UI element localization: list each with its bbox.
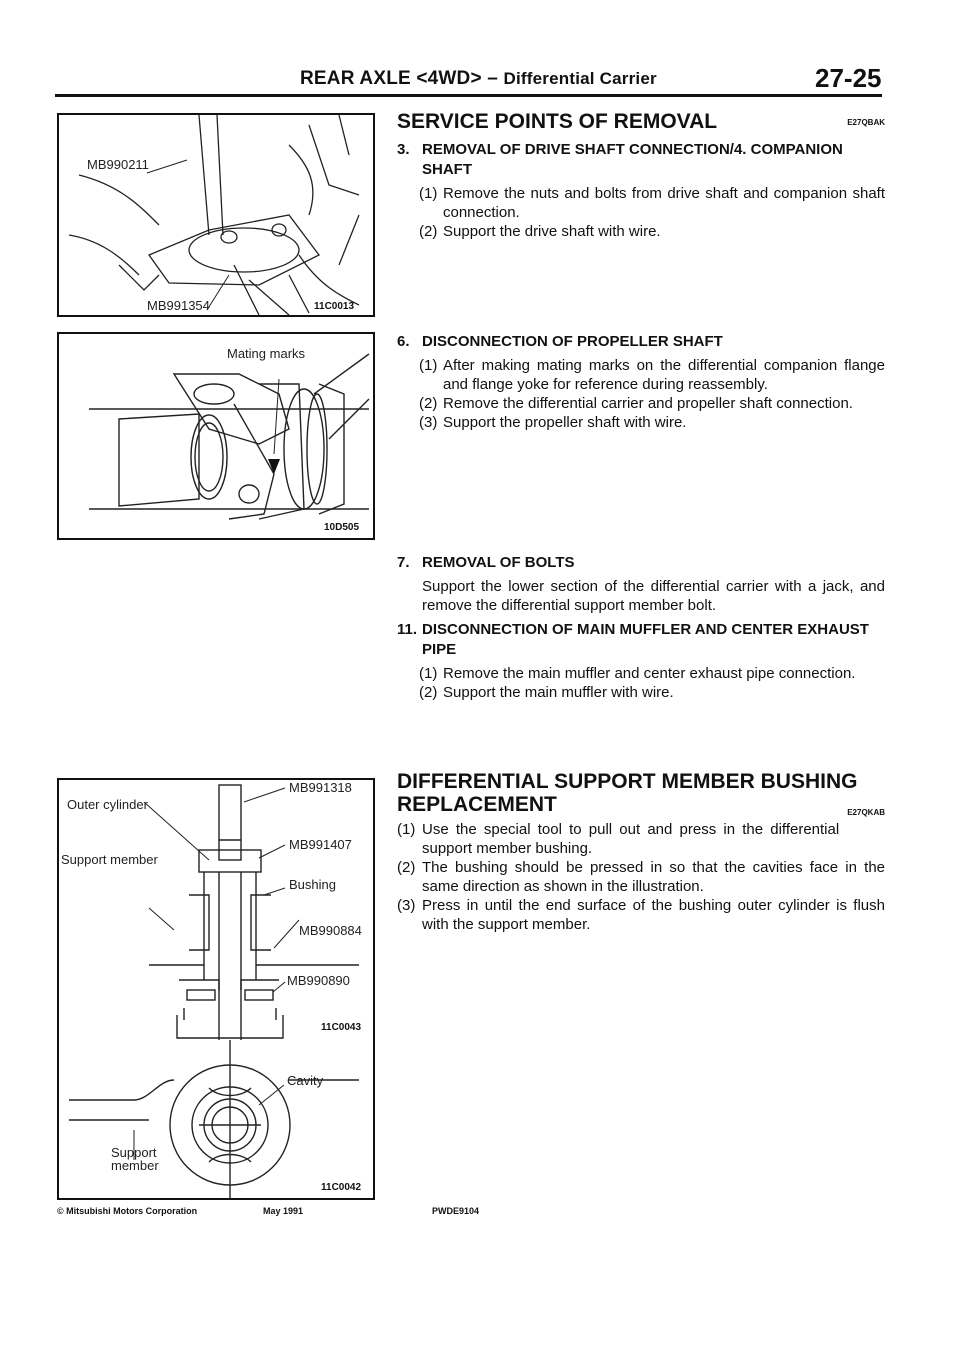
page-number: 27-25 — [815, 63, 882, 93]
figure-code: 10D505 — [324, 522, 360, 533]
item-title: DISCONNECTION OF PROPELLER SHAFT — [422, 333, 723, 350]
step-number: (2) — [419, 395, 438, 412]
item-6-heading — [397, 332, 885, 352]
step — [397, 683, 885, 702]
item-6-steps — [397, 356, 885, 432]
step-number: (3) — [419, 414, 438, 431]
page-header — [0, 0, 960, 100]
title-dash: – — [487, 68, 499, 89]
step — [397, 394, 885, 413]
step-text: Support the propeller shaft with wire. — [443, 414, 687, 431]
step-number: (1) — [419, 665, 438, 682]
step-number: (2) — [397, 859, 416, 876]
heading-text: SERVICE POINTS OF REMOVAL — [397, 110, 718, 133]
step-text: Press in until the end surface of the bushing outer cylinder is flush with the support member. — [422, 897, 885, 933]
step — [397, 184, 885, 222]
step-number: (2) — [419, 684, 438, 701]
heading-line1: DIFFERENTIAL SUPPORT MEMBER BUSHING — [397, 770, 858, 793]
section-heading — [397, 110, 885, 134]
step-number: (1) — [419, 185, 438, 202]
section-bushing-replacement — [397, 770, 885, 934]
footer-copyright: © Mitsubishi Motors Corporation — [57, 1206, 198, 1216]
step-number: (2) — [419, 223, 438, 240]
heading-line2-row — [397, 793, 885, 816]
label-support-line1: Support — [111, 1145, 157, 1160]
label-bushing: Bushing — [289, 877, 336, 892]
propeller-shaft-illustration — [59, 334, 373, 538]
title-sub: Differential Carrier — [503, 69, 657, 88]
step-text: Support the main muffler with wire. — [443, 684, 674, 701]
label-mb991318: MB991318 — [289, 780, 352, 795]
bushing-steps — [397, 820, 885, 934]
figure-bushing-replacement — [57, 778, 375, 1200]
footer-doc-code: PWDE9104 — [432, 1206, 480, 1216]
section-code: E27QBAK — [847, 118, 885, 127]
step-text: Remove the nuts and bolts from drive shaft and companion shaft connection. — [443, 185, 885, 221]
item-title: DISCONNECTION OF MAIN MUFFLER AND CENTER EXHAUST PIPE — [422, 621, 869, 658]
step-text: Use the special tool to pull out and press in the differential support member bushing. — [422, 821, 840, 857]
label-support-line2: member — [111, 1158, 159, 1173]
item-number: 3. — [397, 141, 410, 158]
item-3-steps — [397, 184, 885, 241]
footer-date: May 1991 — [263, 1206, 304, 1216]
figure-drive-shaft-tools — [57, 113, 375, 317]
item-7-text: Support the lower section of the differential carrier with a jack, and remove the differential support member bolt. — [422, 578, 885, 614]
step — [397, 356, 885, 394]
item-title: REMOVAL OF DRIVE SHAFT CONNECTION/4. COMPANION SHAFT — [422, 141, 843, 178]
section-code: E27QKAB — [847, 808, 885, 817]
step-number: (1) — [397, 821, 416, 838]
item-number: 11. — [397, 621, 418, 638]
step-number: (1) — [419, 357, 438, 374]
figure-code-top: 11C0043 — [321, 1022, 362, 1033]
label-outer-cylinder: Outer cylinder — [67, 797, 148, 812]
item-11-steps — [397, 664, 885, 702]
step-text: The bushing should be pressed in so that the cavities face in the same direction as shown in the illustration. — [422, 859, 885, 895]
item-11-heading — [397, 620, 885, 660]
figure-code: 11C0013 — [314, 301, 355, 312]
step — [397, 820, 885, 858]
drive-shaft-illustration — [59, 115, 373, 315]
item-title: REMOVAL OF BOLTS — [422, 554, 575, 571]
item-7-heading — [397, 553, 885, 573]
label-support-member: Support member — [61, 852, 158, 867]
label-cavity: Cavity — [287, 1073, 324, 1088]
step — [397, 222, 885, 241]
title-main: REAR AXLE <4WD> — [300, 68, 482, 89]
label-mb990890: MB990890 — [287, 973, 350, 988]
label-mating-marks: Mating marks — [227, 346, 306, 361]
section-service-points — [397, 110, 885, 241]
item-3-heading — [397, 140, 885, 180]
figure-mating-marks — [57, 332, 375, 540]
item-number: 6. — [397, 333, 410, 350]
section-main-muffler — [397, 620, 885, 702]
step — [397, 664, 885, 683]
step-text: Support the drive shaft with wire. — [443, 223, 661, 240]
step-text: After making mating marks on the differential companion flange and flange yoke for reference during reassembly. — [443, 357, 885, 393]
label-mb990884: MB990884 — [299, 923, 362, 938]
section-propeller-shaft — [397, 332, 885, 432]
figure-code-bottom: 11C0042 — [321, 1182, 362, 1193]
header-rule — [55, 94, 882, 97]
section-heading — [397, 770, 885, 816]
step-text: Remove the main muffler and center exhaust pipe connection. — [443, 665, 856, 682]
page-title — [300, 68, 657, 90]
label-mb991407: MB991407 — [289, 837, 352, 852]
step — [397, 896, 885, 934]
item-number: 7. — [397, 554, 410, 571]
step — [397, 413, 885, 432]
step-text: Remove the differential carrier and propeller shaft connection. — [443, 395, 853, 412]
label-support-member-2 — [111, 1145, 159, 1173]
heading-line2: REPLACEMENT — [397, 793, 557, 816]
label-mb991354: MB991354 — [147, 298, 210, 313]
step — [397, 858, 885, 896]
label-mb990211: MB990211 — [87, 157, 149, 172]
section-removal-of-bolts — [397, 553, 885, 615]
step-number: (3) — [397, 897, 416, 914]
